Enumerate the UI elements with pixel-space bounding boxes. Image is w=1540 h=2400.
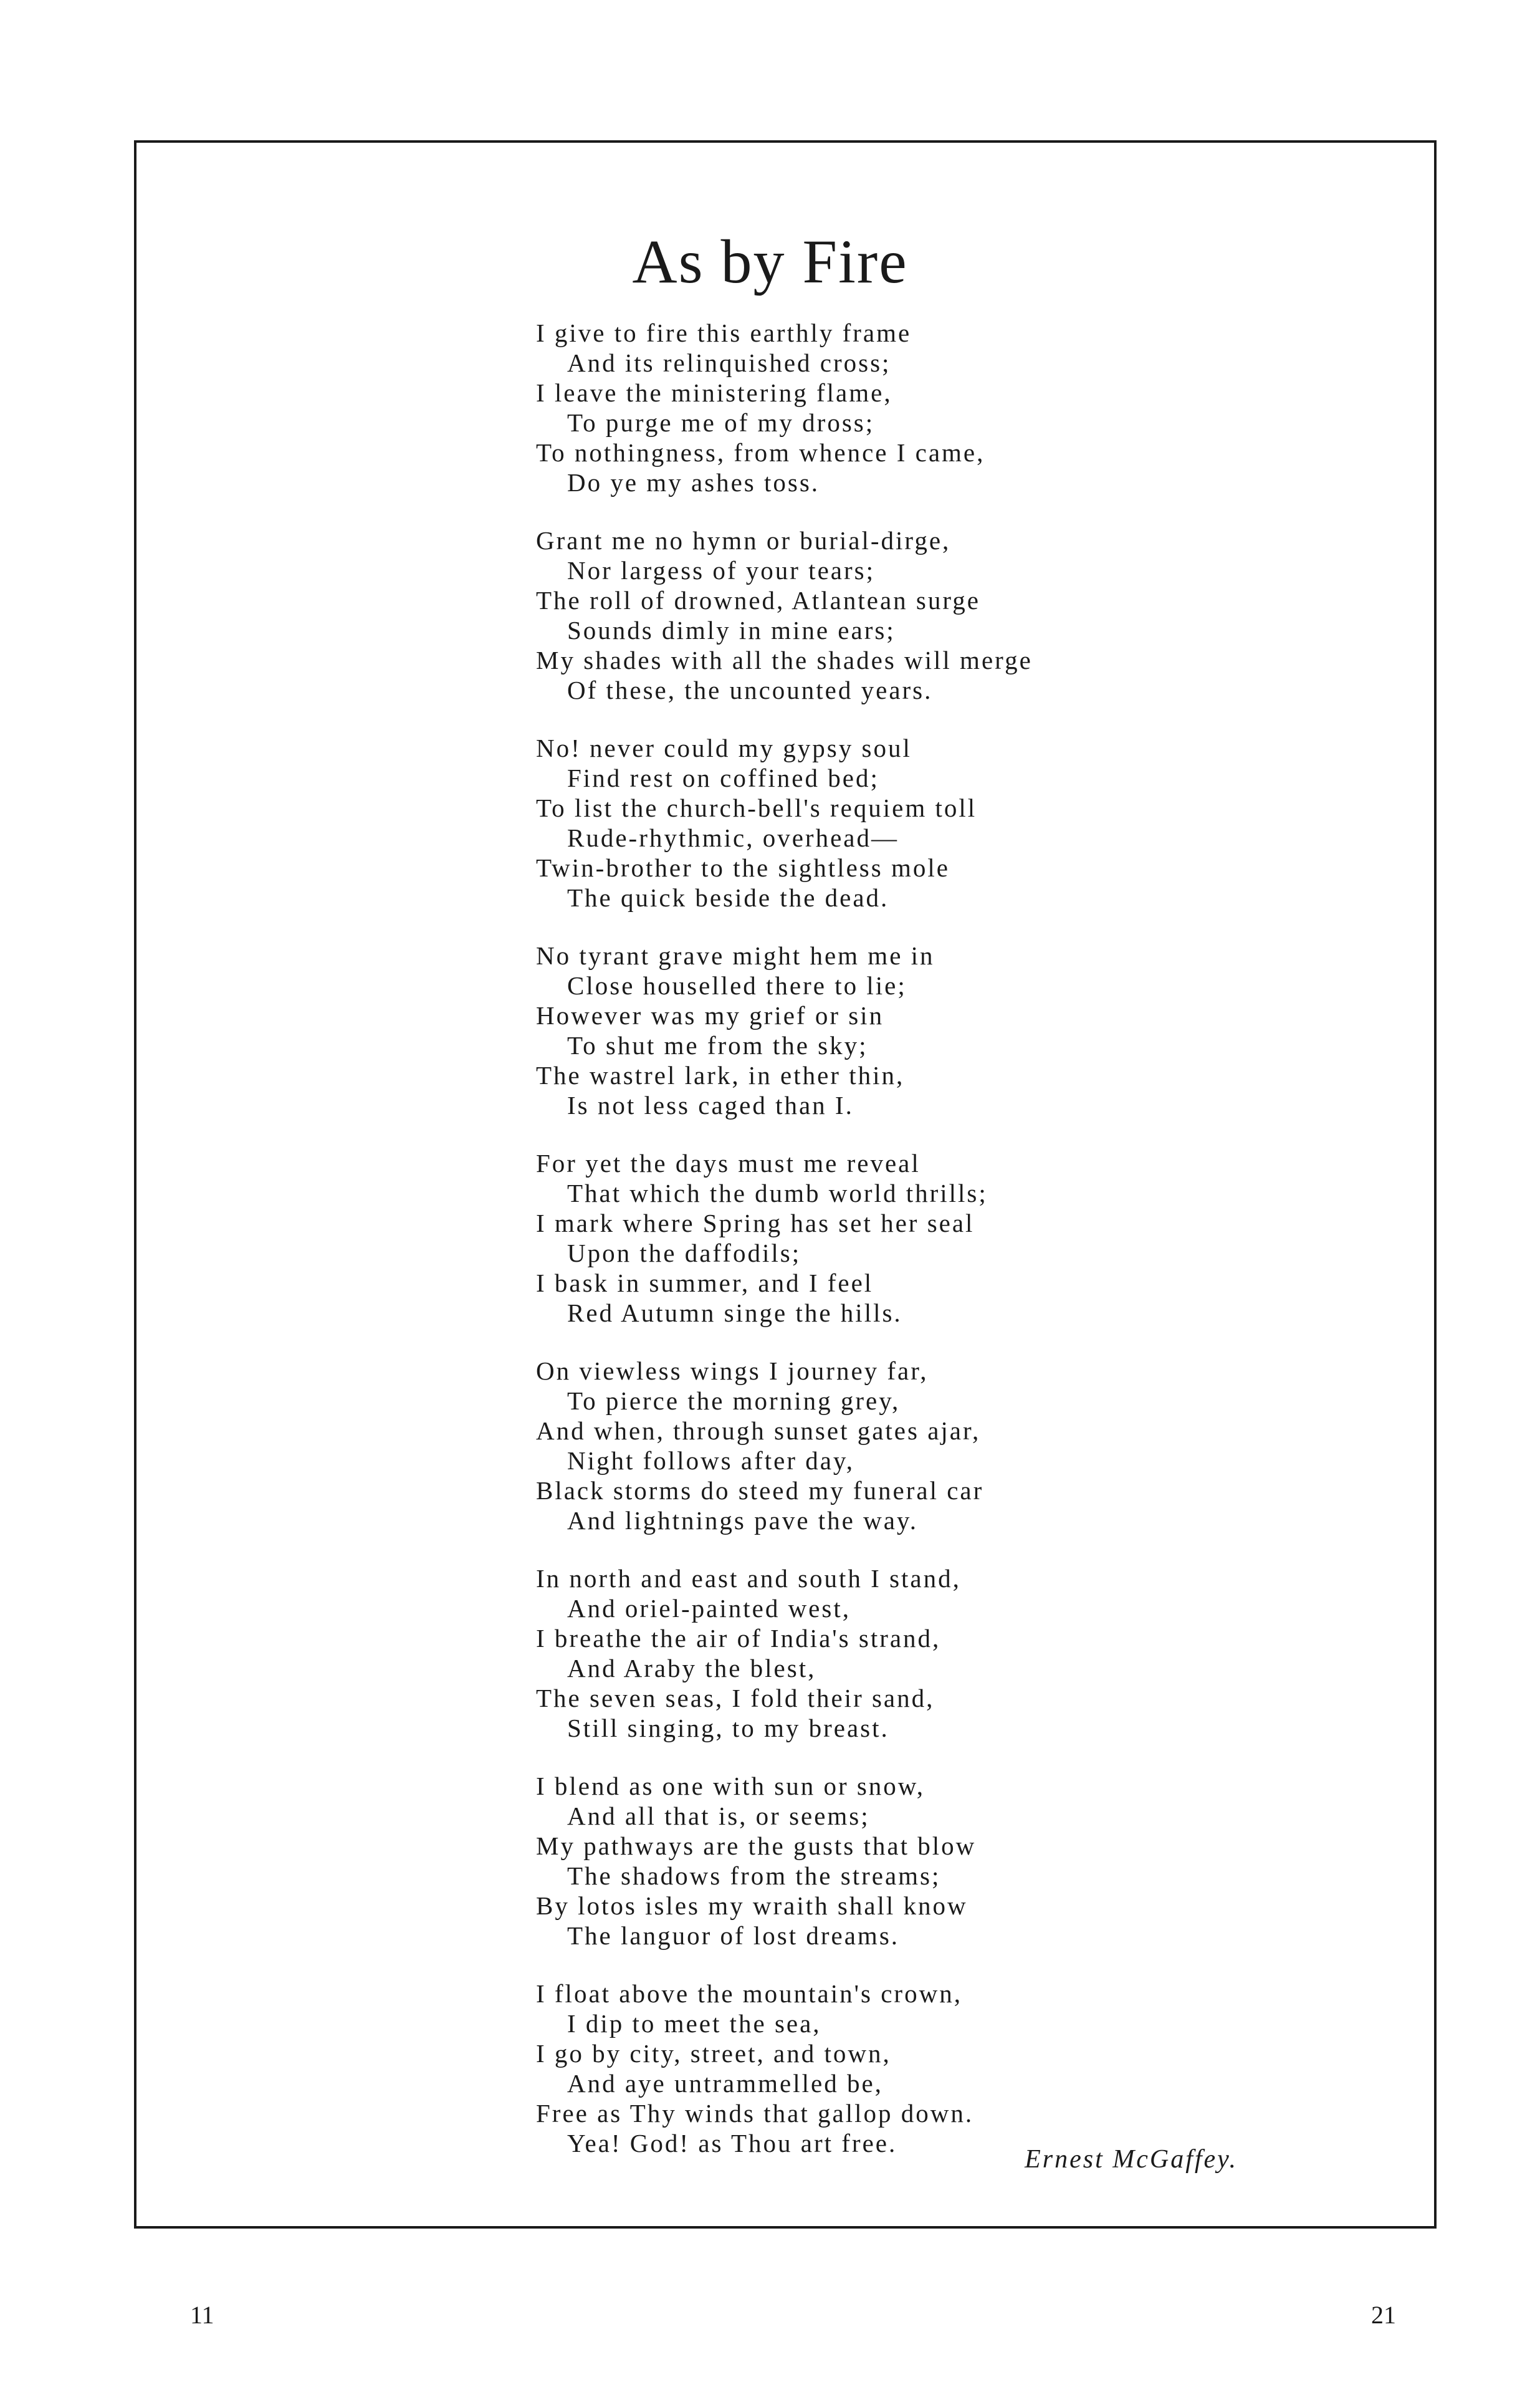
poem-line: No tyrant grave might hem me in [536, 941, 935, 970]
poem-line: My shades with all the shades will merge [536, 646, 1033, 674]
stanza [536, 1771, 1346, 1951]
stanza [536, 1356, 1346, 1535]
stanza [536, 941, 1346, 1120]
page-number-right: 21 [1371, 2301, 1396, 2329]
poem-line: In north and east and south I stand, [536, 1564, 961, 1593]
poem-line: To list the church-bell's requiem toll [536, 794, 977, 822]
poem-line: Black storms do steed my funeral car [536, 1476, 984, 1505]
border-top [134, 140, 1437, 143]
poem-line: I breathe the air of India's strand, [536, 1624, 941, 1653]
stanza [536, 1563, 1346, 1743]
poem-line: However was my grief or sin [536, 1001, 884, 1030]
poem-body [536, 318, 1346, 2186]
stanza [536, 526, 1346, 705]
border-left [134, 140, 136, 2229]
poem-line: Night follows after day, [567, 1446, 855, 1475]
poem-line: Close houselled there to lie; [567, 971, 907, 1000]
poem-line: Grant me no hymn or burial-dirge, [536, 526, 951, 555]
poem-line: Still singing, to my breast. [567, 1714, 889, 1742]
poem-line: Nor largess of your tears; [567, 556, 875, 585]
poem-line: I blend as one with sun or snow, [536, 1772, 925, 1800]
poem-line: I bask in summer, and I feel [536, 1269, 874, 1297]
poem-line: That which the dumb world thrills; [567, 1179, 988, 1207]
poem-line: I leave the ministering flame, [536, 378, 892, 407]
poem-line: My pathways are the gusts that blow [536, 1831, 977, 1860]
poem-line: Upon the daffodils; [567, 1239, 801, 1267]
poem-line: Free as Thy winds that gallop down. [536, 2099, 974, 2128]
poem-line: The wastrel lark, in ether thin, [536, 1061, 905, 1090]
poem-line: Find rest on coffined bed; [567, 764, 879, 792]
poem-line: And when, through sunset gates ajar, [536, 1416, 981, 1445]
poem-line: By lotos isles my wraith shall know [536, 1891, 968, 1920]
poem-line: And aye untrammelled be, [567, 2069, 883, 2098]
poem-line: I give to fire this earthly frame [536, 319, 912, 347]
poem-line: I dip to meet the sea, [567, 2009, 821, 2038]
poem-line: To pierce the morning grey, [567, 1386, 901, 1415]
poem-line: For yet the days must me reveal [536, 1149, 921, 1178]
poem-line: And lightnings pave the way. [567, 1506, 919, 1535]
poem-line: Of these, the uncounted years. [567, 676, 933, 704]
page-number-left: 11 [190, 2301, 214, 2329]
poem-line: And oriel-painted west, [567, 1594, 851, 1623]
poem-line: I mark where Spring has set her seal [536, 1209, 975, 1237]
poem-line: I go by city, street, and town, [536, 2039, 891, 2068]
poem-line: To purge me of my dross; [567, 408, 875, 437]
poem-line: The languor of lost dreams. [567, 1921, 900, 1950]
poem-line: The roll of drowned, Atlantean surge [536, 586, 980, 615]
author-signature: Ernest McGaffey. [1025, 2145, 1238, 2174]
stanza [536, 318, 1346, 497]
poem-line: Do ye my ashes toss. [567, 468, 820, 497]
poem-line: And Araby the blest, [567, 1654, 816, 1682]
poem-line: The shadows from the streams; [567, 1861, 941, 1890]
poem-line: And all that is, or seems; [567, 1802, 870, 1830]
poem-line: Red Autumn singe the hills. [567, 1298, 902, 1327]
poem-line: Sounds dimly in mine ears; [567, 616, 896, 645]
stanza [536, 1148, 1346, 1328]
poem-line: Twin-brother to the sightless mole [536, 853, 950, 882]
poem-line: To nothingness, from whence I came, [536, 438, 985, 467]
poem-line: The seven seas, I fold their sand, [536, 1684, 935, 1712]
poem-line: I float above the mountain's crown, [536, 1979, 962, 2008]
poem-line: On viewless wings I journey far, [536, 1356, 929, 1385]
poem-line: Rude-rhythmic, overhead— [567, 823, 899, 852]
border-bottom [134, 2226, 1437, 2229]
border-right [1434, 140, 1437, 2229]
poem-line: To shut me from the sky; [567, 1031, 868, 1060]
stanza [536, 1979, 1346, 2158]
stanza [536, 733, 1346, 913]
poem-line: And its relinquished cross; [567, 348, 891, 377]
poem-line: Is not less caged than I. [567, 1091, 854, 1120]
poem-title: As by Fire [632, 227, 908, 296]
poem-line: The quick beside the dead. [567, 883, 889, 912]
poem-line: No! never could my gypsy soul [536, 734, 912, 762]
poem-line: Yea! God! as Thou art free. [567, 2129, 897, 2158]
